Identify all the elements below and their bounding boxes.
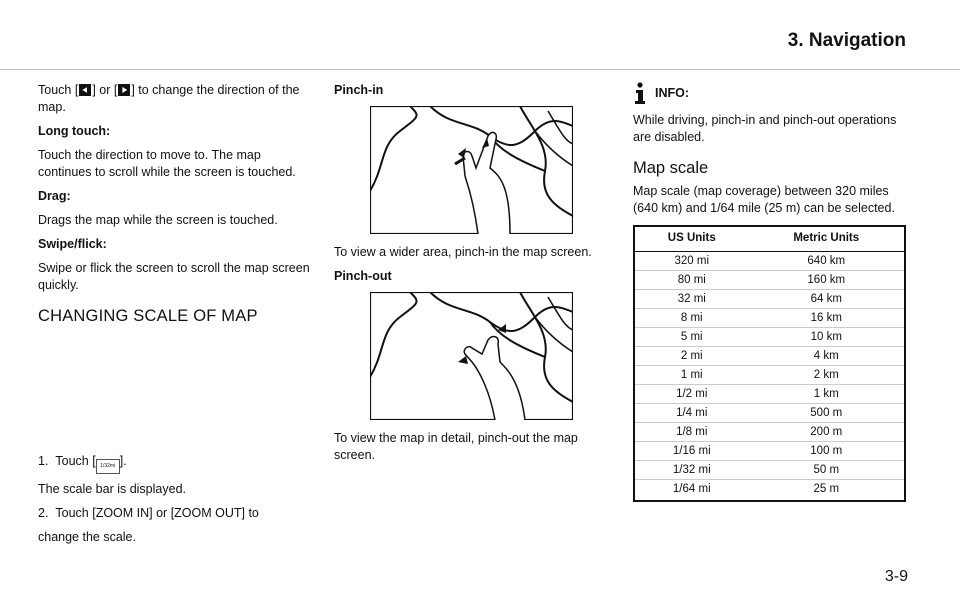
table-header-us: US Units — [634, 226, 749, 252]
pinch-in-illustration — [370, 106, 573, 234]
map-scale-body: Map scale (map coverage) between 320 miles (640 km) and 1/64 mile (25 m) can be selected. — [633, 184, 895, 215]
long-touch-heading: Long touch: — [38, 124, 111, 138]
header-rule — [0, 69, 960, 70]
section-title: CHANGING SCALE OF MAP — [38, 307, 258, 325]
table-row: 8 mi 16 km — [634, 309, 905, 328]
table-row: 1/64 mi 25 m — [672, 482, 840, 495]
table-row: 1/4 mi 500 m — [634, 404, 905, 423]
info-body: While driving, pinch-in and pinch-out operations are disabled. — [633, 113, 897, 144]
step-2-sub: change the scale. — [38, 530, 136, 544]
table-row: 32 mi 64 km — [634, 290, 905, 309]
table-row: 2 mi 4 km — [634, 347, 905, 366]
drag-body: Drags the map while the screen is touched. — [38, 213, 278, 227]
swipe-heading: Swipe/flick: — [38, 237, 107, 251]
touch-paragraph: Touch [ ] or [ ] to change the direction of the map. — [38, 83, 300, 114]
table-row: 80 mi 160 km — [634, 271, 905, 290]
page-number: 3-9 — [884, 568, 908, 585]
pinch-in-heading: Pinch-in — [334, 83, 384, 97]
column-right — [633, 82, 908, 502]
column-middle — [334, 82, 609, 471]
drag-heading: Drag: — [38, 189, 71, 203]
units-table — [633, 225, 906, 502]
step-2: 2. Touch [ZOOM IN] or [ZOOM OUT] to — [38, 506, 259, 520]
map-scale-title: Map scale — [633, 159, 709, 177]
table-row: 1/32 mi 50 m — [634, 461, 905, 480]
table-header-row — [634, 226, 905, 252]
arrow-right-icon — [118, 84, 130, 96]
pinch-out-body: To view the map in detail, pinch-out the map screen. — [334, 431, 578, 462]
arrow-left-icon — [79, 84, 91, 96]
scale-bar-icon: 1/32mi — [96, 459, 120, 474]
pinch-in-body: To view a wider area, pinch-in the map screen. — [334, 245, 592, 259]
long-touch-body: Touch the direction to move to. The map continues to scroll while the screen is touched. — [38, 148, 296, 179]
table-row: 1/2 mi 1 km — [634, 385, 905, 404]
table-row: 320 mi 640 km — [634, 252, 905, 271]
swipe-body: Swipe or flick the screen to scroll the map screen quickly. — [38, 261, 310, 292]
table-row: 5 mi 10 km — [634, 328, 905, 347]
info-icon — [633, 82, 647, 104]
table-row: 1/16 mi 100 m — [634, 442, 905, 461]
step-1-sub: The scale bar is displayed. — [38, 482, 186, 496]
pinch-out-illustration — [370, 292, 573, 420]
pinch-out-heading: Pinch-out — [334, 269, 392, 283]
column-left — [38, 82, 313, 553]
info-heading: INFO: — [633, 82, 908, 104]
table-row: 1/8 mi 200 m — [634, 423, 905, 442]
step-1: 1. Touch [ 1/32mi ]. — [38, 453, 313, 474]
chapter-title: 3. Navigation — [787, 30, 906, 51]
table-row: 1 mi 2 km — [634, 366, 905, 385]
table-header-metric: Metric Units — [749, 226, 905, 252]
spacer — [38, 335, 313, 453]
